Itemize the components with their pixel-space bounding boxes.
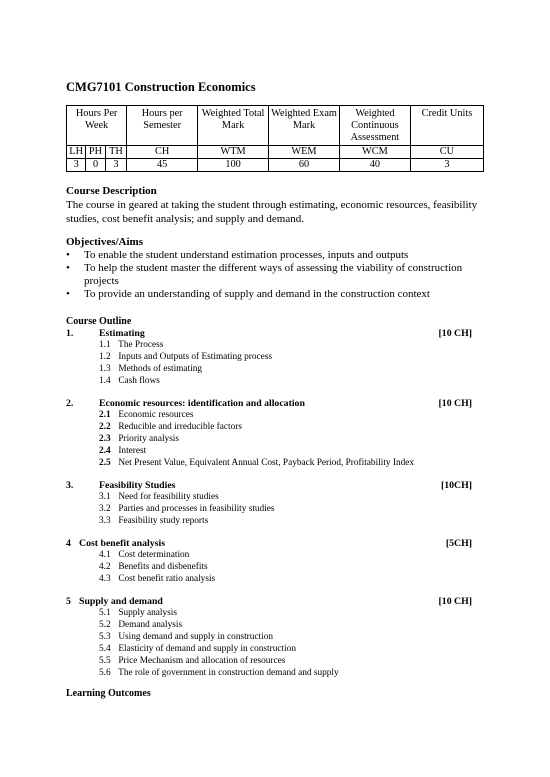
- header-weighted-total-mark: Weighted Total Mark: [198, 106, 269, 146]
- subtopic-number: 2.1: [99, 410, 111, 420]
- subtopic-text: The role of government in construction demand and supply: [118, 667, 339, 678]
- subtopic-item: [99, 422, 484, 434]
- subtopic-number: 3.3: [99, 515, 111, 526]
- outline-topic: [66, 328, 484, 388]
- bullet-icon: •: [66, 288, 70, 300]
- topic-number: 4: [66, 538, 71, 549]
- topic-contact-hours: [10 CH]: [438, 596, 472, 607]
- subtopic-text: Methods of estimating: [118, 363, 202, 374]
- subtopic-text: Priority analysis: [118, 433, 180, 444]
- course-outline-heading: Course Outline: [66, 316, 132, 327]
- subtopic-item: [99, 550, 484, 562]
- bullet-icon: •: [66, 249, 70, 261]
- value-cell: 100: [198, 159, 269, 172]
- outline-topic: [66, 480, 484, 528]
- objective-text: To enable the student understand estimation processes, inputs and outputs: [84, 249, 409, 261]
- subtopic-text: Price Mechanism and allocation of resources: [118, 655, 286, 666]
- subtopic-number: 5.5: [99, 655, 111, 666]
- table-values-row: [67, 159, 484, 172]
- subtopic-text: Need for feasibility studies: [118, 492, 219, 502]
- subtopic-text: Net Present Value, Equivalent Annual Cost, Payback Period, Profitability Index: [118, 457, 415, 468]
- objectives-heading: Objectives/Aims: [66, 236, 143, 248]
- objective-item: [66, 262, 486, 288]
- subtopic-item: [99, 340, 484, 352]
- header-weighted-continuous-assessment: Weighted Continuous Assessment: [339, 106, 410, 146]
- subtopic-item: [99, 608, 484, 620]
- subtopic-number: 5.3: [99, 631, 111, 642]
- topic-heading-row: [66, 328, 484, 340]
- subtopic-text: Demand analysis: [118, 619, 183, 630]
- subtopic-number: 2.5: [99, 457, 111, 468]
- subtopic-number: 1.3: [99, 363, 111, 374]
- subtopic-item: [99, 644, 484, 656]
- subtopic-number: 5.1: [99, 608, 111, 618]
- value-cell: 3: [67, 159, 86, 172]
- topic-title: Feasibility Studies: [99, 480, 176, 491]
- subtopic-number: 2.3: [99, 433, 111, 444]
- code-cell: CU: [410, 146, 483, 159]
- topic-title: Estimating: [99, 328, 145, 339]
- outline-topic: [66, 538, 484, 586]
- subtopic-number: 1.2: [99, 351, 111, 362]
- table-header-row: [67, 106, 484, 146]
- subtopic-number: 5.4: [99, 643, 111, 654]
- value-cell: 45: [127, 159, 198, 172]
- code-cell: TH: [105, 146, 127, 159]
- topic-number: 3.: [66, 480, 74, 491]
- subtopic-number: 4.2: [99, 561, 111, 572]
- subtopic-text: Economic resources: [118, 410, 194, 420]
- value-cell: 60: [269, 159, 340, 172]
- code-cell: WEM: [269, 146, 340, 159]
- subtopic-number: 2.4: [99, 445, 111, 456]
- subtopic-item: [99, 376, 484, 388]
- bullet-icon: •: [66, 262, 70, 274]
- subtopic-item: [99, 492, 484, 504]
- subtopic-number: 1.4: [99, 375, 111, 386]
- subtopic-number: 5.6: [99, 667, 111, 678]
- subtopic-item: [99, 656, 484, 668]
- subtopic-item: [99, 410, 484, 422]
- subtopic-item: [99, 446, 484, 458]
- subtopic-text: Feasibility study reports: [118, 515, 209, 526]
- value-cell: 3: [410, 159, 483, 172]
- course-description-text: The course in geared at taking the student through estimating, economic resources, feasibility studies, cost benefit analysis; and supply and demand.: [66, 199, 478, 225]
- code-cell: CH: [127, 146, 198, 159]
- topic-heading-row: [66, 538, 484, 550]
- outline-topic: [66, 596, 484, 679]
- subtopic-text: Supply analysis: [118, 608, 177, 618]
- header-hours-per-semester: Hours per Semester: [127, 106, 198, 146]
- topic-number: 5: [66, 596, 71, 607]
- subtopic-number: 3.1: [99, 492, 111, 502]
- topic-number: 2.: [66, 398, 74, 409]
- topic-heading-row: [66, 398, 484, 410]
- objectives-list: [66, 249, 486, 301]
- subtopic-number: 1.1: [99, 340, 111, 350]
- table-codes-row: [67, 146, 484, 159]
- topic-contact-hours: [10 CH]: [438, 328, 472, 339]
- code-cell: LH: [67, 146, 86, 159]
- topic-title: Economic resources: identification and allocation: [99, 398, 305, 409]
- subtopic-text: Inputs and Outputs of Estimating process: [118, 351, 272, 362]
- topic-title: Cost benefit analysis: [79, 538, 166, 549]
- value-cell: 0: [86, 159, 105, 172]
- topic-heading-row: [66, 596, 484, 608]
- subtopic-item: [99, 458, 484, 470]
- subtopic-text: Cash flows: [118, 375, 160, 386]
- value-cell: 3: [105, 159, 127, 172]
- subtopic-item: [99, 632, 484, 644]
- course-description-heading: Course Description: [66, 185, 157, 197]
- subtopic-text: The Process: [118, 340, 164, 350]
- header-hours-per-week: Hours Per Week: [67, 106, 127, 146]
- subtopic-text: Benefits and disbenefits: [118, 561, 208, 572]
- subtopic-text: Using demand and supply in construction: [118, 631, 273, 642]
- subtopic-text: Interest: [118, 445, 147, 456]
- subtopic-text: Cost benefit ratio analysis: [118, 573, 216, 584]
- topic-contact-hours: [10CH]: [440, 480, 472, 491]
- code-cell: PH: [86, 146, 105, 159]
- learning-outcomes-heading: Learning Outcomes: [66, 688, 151, 699]
- topic-title: Supply and demand: [79, 596, 163, 607]
- subtopic-item: [99, 516, 484, 528]
- course-units-table: [66, 105, 484, 172]
- subtopic-text: Cost determination: [118, 550, 190, 560]
- course-title: CMG7101 Construction Economics: [66, 80, 256, 94]
- subtopic-item: [99, 574, 484, 586]
- code-cell: WTM: [198, 146, 269, 159]
- code-cell: WCM: [339, 146, 410, 159]
- topic-heading-row: [66, 480, 484, 492]
- subtopic-number: 4.1: [99, 550, 111, 560]
- subtopic-item: [99, 364, 484, 376]
- objective-item: [66, 288, 486, 301]
- subtopic-item: [99, 434, 484, 446]
- subtopic-item: [99, 620, 484, 632]
- subtopic-text: Parties and processes in feasibility studies: [118, 503, 275, 514]
- subtopic-text: Reducible and irreducible factors: [118, 421, 242, 432]
- subtopic-number: 5.2: [99, 619, 111, 630]
- subtopic-number: 3.2: [99, 503, 111, 514]
- topic-contact-hours: [10 CH]: [438, 398, 472, 409]
- topic-number: 1.: [66, 328, 74, 339]
- objective-text: To provide an understanding of supply and demand in the construction context: [84, 288, 430, 300]
- subtopic-item: [99, 668, 484, 680]
- value-cell: 40: [339, 159, 410, 172]
- subtopic-number: 4.3: [99, 573, 111, 584]
- subtopic-number: 2.2: [99, 421, 111, 432]
- outline-topic: [66, 398, 484, 470]
- subtopic-item: [99, 504, 484, 516]
- header-weighted-exam-mark: Weighted Exam Mark: [269, 106, 340, 146]
- subtopic-item: [99, 352, 484, 364]
- objective-item: [66, 249, 486, 262]
- objective-text: To help the student master the different ways of assessing the viability of construction projects: [84, 262, 463, 287]
- subtopic-item: [99, 562, 484, 574]
- header-credit-units: Credit Units: [410, 106, 483, 146]
- subtopic-text: Elasticity of demand and supply in construction: [118, 643, 296, 654]
- topic-contact-hours: [5CH]: [445, 538, 472, 549]
